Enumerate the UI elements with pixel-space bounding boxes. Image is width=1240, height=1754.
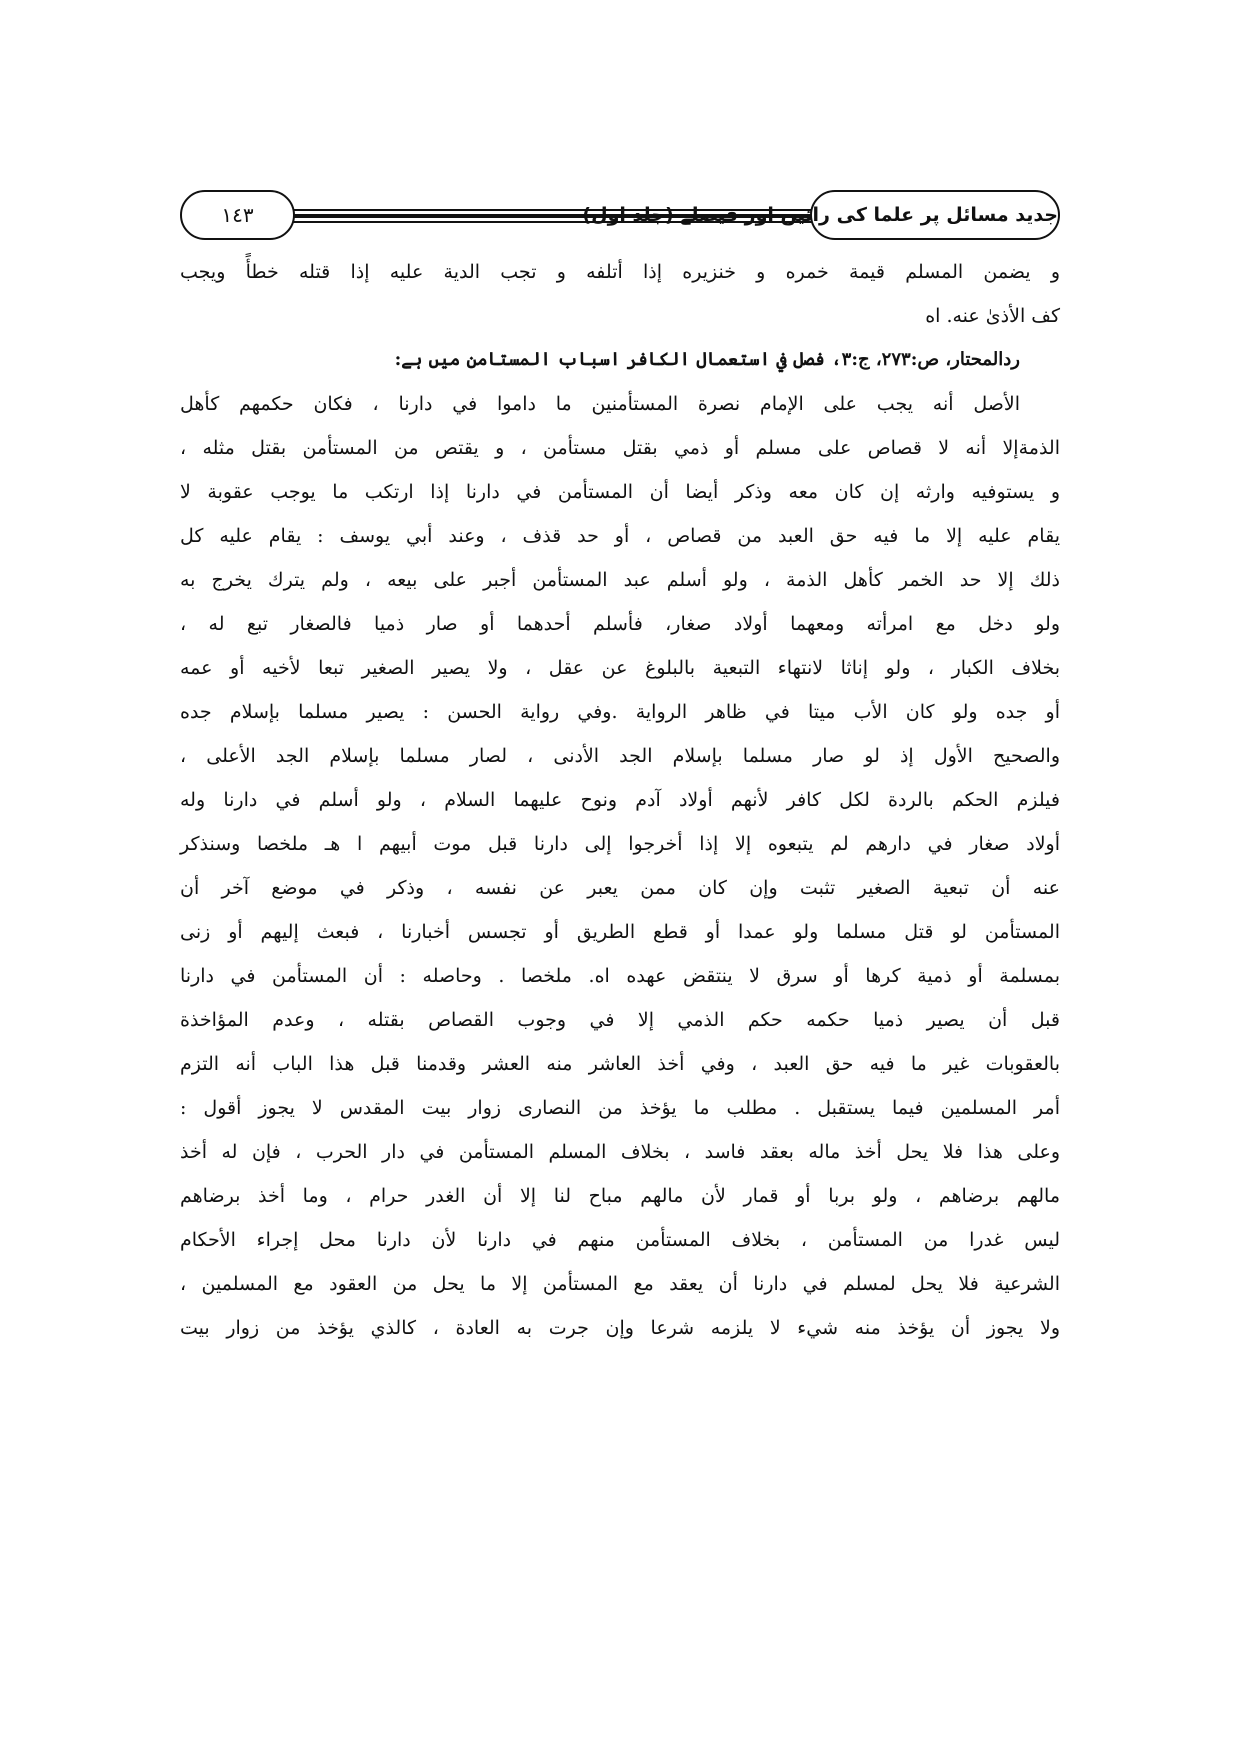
quote-line: مالهم برضاهم ، ولو بربا أو قمار لأن مالهم مباح لنا إلا أن الغدر حرام ، وما أخذ برضاهم: [180, 1185, 1060, 1207]
quote-line: بالعقوبات غير ما فيه حق العبد ، وفي أخذ العاشر منه العشر وقدمنا قبل هذا الباب أنه التزم: [180, 1053, 1060, 1075]
page-number: ١٤٣: [180, 190, 295, 240]
running-header: [180, 188, 1060, 246]
quote-line: قبل أن يصير ذميا حكمه حكم الذمي إلا في وجوب القصاص بقتله ، وعدم المؤاخذة: [180, 1009, 1060, 1031]
page-body: [180, 250, 1060, 1350]
quote-line: ذلك إلا حد الخمر كأهل الذمة ، ولو أسلم عبد المستأمن أجبر على بيعه ، ولم يترك يخرج به: [180, 569, 1060, 591]
quote-line: عنه أن تبعية الصغير تثبت وإن كان ممن يعبر عن نفسه ، وذكر في موضع آخر أن: [180, 877, 1060, 899]
quote-line: الأصل أنه يجب على الإمام نصرة المستأمنين ما داموا في دارنا ، فكان حكمهم كأهل: [180, 393, 1020, 415]
quote-line: ولا يجوز أن يؤخذ منه شيء لا يلزمه شرعا وإن جرت به العادة ، كالذي يؤخذ من زوار بيت: [180, 1317, 1060, 1339]
quote-line: و يستوفيه وارثه إن كان معه وذكر أيضا أن المستأمن في دارنا إذا ارتكب ما يوجب عقوبة لا: [180, 481, 1060, 503]
quote-line: يقام عليه إلا ما فيه حق العبد من قصاص ، أو حد قذف ، وعند أبي يوسف : يقام عليه كل: [180, 525, 1060, 547]
quote-line: أو جده ولو كان الأب ميتا في ظاهر الرواية .وفي رواية الحسن : يصير مسلما بإسلام جده: [180, 701, 1060, 723]
quote-line: المستأمن لو قتل مسلما ولو عمدا أو قطع الطريق أو تجسس أخبارنا ، فبعث إليهم أو زنى: [180, 921, 1060, 943]
reference-heading: ردالمحتار، ص:۲۷۳، ج:۳، فصل في استعمال الكافر اسباب المستامن میں ہے:: [394, 349, 1020, 370]
quote-line: والصحيح الأول إذ لو صار مسلما بإسلام الجد الأدنى ، لصار مسلما بإسلام الجد الأعلى ،: [180, 745, 1060, 767]
quote-line: الشرعية فلا يحل لمسلم في دارنا أن يعقد مع المستأمن إلا ما يحل من العقود مع المسلمين ،: [180, 1273, 1060, 1295]
quote-line: ليس غدرا من المستأمن ، بخلاف المستأمن منهم في دارنا لأن دارنا محل إجراء الأحكام: [180, 1229, 1060, 1251]
quote-line: ولو دخل مع امرأته ومعهما أولاد صغار، فأسلم أحدهما أو صار ذميا فالصغار تبع له ،: [180, 613, 1060, 635]
quote-line: بمسلمة أو ذمية كرها أو سرق لا ينتقض عهده اه. ملخصا . وحاصله : أن المستأمن في دارنا: [180, 965, 1060, 987]
book-title: جدید مسائل پر علما کی رائیں اور فیصلے (جلد اول): [810, 190, 1060, 240]
quote-line: أمر المسلمين فيما يستقبل . مطلب ما يؤخذ من النصارى زوار بيت المقدس لا يجوز أقول :: [180, 1097, 1060, 1119]
quote-line: بخلاف الكبار ، ولو إناثا لانتهاء التبعية بالبلوغ عن عقل ، ولا يصير الصغير تبعا لأخيه أو عمه: [180, 657, 1060, 679]
quote-line: الذمةإلا أنه لا قصاص على مسلم أو ذمي بقتل مستأمن ، و يقتص من المستأمن بقتل مثله ،: [180, 437, 1060, 459]
intro-line: كف الأذىٰ عنه. اه: [925, 305, 1060, 327]
quote-line: وعلى هذا فلا يحل أخذ ماله بعقد فاسد ، بخلاف المسلم المستأمن في دار الحرب ، فإن له أخذ: [180, 1141, 1060, 1163]
quote-line: أولاد صغار في دارهم لم يتبعوه إلا إذا أخرجوا إلى دارنا قبل موت أبيهم ا هـ ملخصا وسنذكر: [180, 833, 1060, 855]
intro-line: و يضمن المسلم قيمة خمره و خنزيره إذا أتلفه و تجب الدية عليه إذا قتله خطأً ويجب: [180, 261, 1060, 283]
quote-line: فيلزم الحكم بالردة لكل كافر لأنهم أولاد آدم ونوح عليهما السلام ، ولو أسلم في دارنا وله: [180, 789, 1060, 811]
